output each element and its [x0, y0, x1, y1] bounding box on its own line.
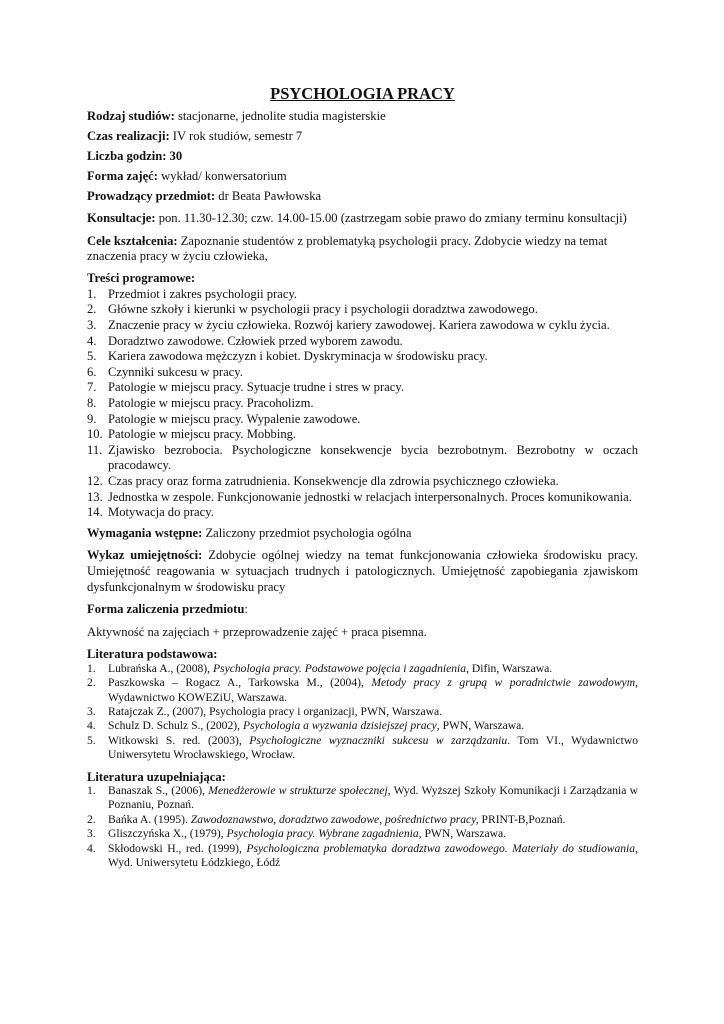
- field-label: Czas realizacji:: [87, 129, 170, 144]
- program-item-text: Patologie w miejscu pracy. Mobbing.: [108, 427, 297, 442]
- list-number: 2.: [87, 676, 96, 690]
- program-item: [87, 412, 638, 428]
- field-value: pon. 11.30-12.30; czw. 14.00-15.00 (zastrzegam sobie prawo do zmiany terminu konsultacji): [155, 211, 627, 226]
- citation-ital: Metody pracy z grupą w poradnictwie zawodowym: [371, 676, 636, 690]
- field-value: stacjonarne, jednolite studia magisterskie: [174, 109, 386, 123]
- program-item: [87, 474, 638, 490]
- program-item-text: Patologie w miejscu pracy. Pracoholizm.: [108, 396, 314, 410]
- program-section: [87, 271, 638, 521]
- field-study-type: [87, 109, 638, 125]
- list-number: 1.: [87, 661, 96, 675]
- list-number: 8.: [87, 396, 97, 410]
- program-item-text: Czas pracy oraz forma zatrudnienia. Konsekwencje dla zdrowia psychicznego człowieka.: [108, 473, 559, 488]
- list-number: 2.: [87, 812, 96, 826]
- field-label: Rodzaj studiów:: [87, 109, 175, 123]
- citation-pre: Banaszak S., (2006),: [108, 783, 209, 797]
- program-item: [87, 365, 638, 381]
- literature-item: [87, 676, 638, 705]
- program-item-text: Przedmiot i zakres psychologii pracy.: [108, 286, 298, 301]
- requirements-label: Wymagania wstępne:: [87, 525, 203, 540]
- citation-pre: Witkowski S. red. (2003),: [108, 733, 250, 747]
- field-goals: [87, 234, 638, 265]
- field-label: Prowadzący przedmiot:: [87, 189, 216, 204]
- citation-pre: Paszkowska – Rogacz A., Tarkowska M., (2004),: [108, 676, 372, 690]
- literature-item: [87, 719, 638, 733]
- program-item-text: Kariera zawodowa mężczyzn i kobiet. Dyskryminacja w środowisku pracy.: [108, 349, 488, 364]
- list-number: 5.: [87, 733, 96, 747]
- skills-label: Wykaz umiejętności:: [87, 548, 203, 563]
- literature-item: [87, 784, 638, 813]
- list-number: 3.: [87, 704, 96, 718]
- list-number: 5.: [87, 349, 97, 364]
- list-number: 2.: [87, 302, 97, 317]
- list-number: 12.: [87, 473, 103, 488]
- field-label: Konsultacje:: [87, 211, 156, 226]
- requirements: [87, 526, 638, 542]
- citation-ital: Psychologiczne wyznaczniki sukcesu w zarządzaniu: [249, 733, 508, 747]
- literature-item: [87, 813, 638, 827]
- assessment-colon: :: [244, 602, 248, 617]
- list-number: 11.: [87, 442, 103, 457]
- list-number: 13.: [87, 489, 103, 504]
- program-item: [87, 334, 638, 350]
- list-number: 4.: [87, 719, 96, 733]
- field-consultations: [87, 211, 638, 227]
- citation-pre: Lubrańska A., (2008),: [108, 661, 213, 675]
- program-item: [87, 287, 638, 303]
- literature-extra-heading: Literatura uzupełniająca:: [87, 769, 226, 784]
- citation-pre: Gliszczyńska X., (1979),: [108, 827, 227, 841]
- field-hours: [87, 149, 638, 165]
- program-item-text: Znaczenie pracy w życiu człowieka. Rozwój kariery zawodowej. Kariera zawodowa w cyklu życia.: [108, 318, 610, 333]
- field-value: Zapoznanie studentów z problematyką psychologii pracy. Zdobycie wiedzy na temat znaczenia pracy w życiu człowieka,: [87, 233, 608, 264]
- citation-pre: Schulz D. Schulz S., (2002),: [108, 719, 243, 733]
- list-number: 4.: [87, 841, 96, 855]
- literature-item: [87, 705, 638, 719]
- literature-item: [87, 842, 638, 871]
- program-item-text: Główne szkoły i kierunki w psychologii pracy i psychologii doradztwa zawodowego.: [108, 302, 538, 317]
- citation-post: . Tom VI., Wydawnictwo Uniwersytetu Wrocławskiego, Wrocław.: [108, 733, 638, 762]
- program-item-text: Patologie w miejscu pracy. Sytuacje trudne i stres w pracy.: [108, 380, 404, 395]
- field-form: [87, 169, 638, 185]
- syllabus-page: [87, 84, 638, 870]
- literature-extra: [87, 770, 638, 871]
- program-item: [87, 443, 638, 474]
- program-item-text: Zjawisko bezrobocia. Psychologiczne konsekwencje bycia bezrobotnym. Bezrobotny w oczach pracodawcy.: [108, 442, 638, 473]
- program-item: [87, 490, 638, 506]
- assessment-heading: [87, 602, 638, 618]
- program-item: [87, 505, 638, 521]
- skills-value: Zdobycie ogólnej wiedzy na temat funkcjonowania człowieka środowisku pracy. Umiejętność reagowania w sytuacjach trudnych i patologicznych. Umiejętność zapobiegania zjawiskom dysfunkcjonalnym w środowisku pracy: [87, 548, 638, 594]
- field-label: Forma zajęć:: [87, 169, 158, 184]
- list-number: 9.: [87, 411, 97, 426]
- citation-post: , PWN, Warszawa.: [436, 719, 525, 733]
- citation-post: , Wyd. Uniwersytetu Łódzkiego, Łódź: [108, 841, 638, 869]
- citation-pre: Ratajczak Z., (2007), Psychologia pracy i organizacji, PWN, Warszawa.: [108, 704, 443, 718]
- citation-pre: Bańka A. (1995).: [108, 812, 191, 826]
- field-label: Cele kształcenia:: [87, 233, 178, 248]
- citation-ital: Psychologiczna problematyka doradztwa zawodowego. Materiały do studiowania: [246, 841, 636, 855]
- program-heading: Treści programowe:: [87, 271, 196, 286]
- citation-post: , Wyd. Wyższej Szkoły Komunikacji i Zarządzania w Poznaniu, Poznań.: [108, 783, 639, 812]
- literature-item: [87, 662, 638, 676]
- program-item: [87, 380, 638, 396]
- requirements-value: Zaliczony przedmiot psychologia ogólna: [202, 525, 412, 540]
- list-number: 14.: [87, 505, 103, 520]
- list-number: 6.: [87, 364, 97, 379]
- skills: [87, 548, 638, 595]
- program-item-text: Doradztwo zawodowe. Człowiek przed wyborem zawodu.: [108, 333, 403, 348]
- list-number: 3.: [87, 827, 96, 841]
- field-value: IV rok studiów, semestr 7: [169, 129, 303, 144]
- citation-ital: Menedżerowie w strukturze społecznej: [208, 783, 388, 797]
- citation-post: PRINT-B,Poznań.: [478, 812, 566, 826]
- citation-post: , Difin, Warszawa.: [466, 661, 553, 675]
- citation-pre: Skłodowski H., red. (1999),: [108, 841, 247, 855]
- literature-basic-heading: Literatura podstawowa:: [87, 647, 218, 662]
- program-item: [87, 318, 638, 334]
- literature-item: [87, 734, 638, 763]
- program-list: [87, 287, 638, 521]
- field-label: Liczba godzin: 30: [87, 149, 183, 164]
- assessment-label: Forma zaliczenia przedmiotu: [87, 602, 245, 617]
- citation-ital: Psychologia a wyzwania dzisiejszej pracy: [242, 719, 437, 733]
- citation-post: , Wydawnictwo KOWEZiU, Warszawa.: [108, 676, 638, 704]
- citation-ital: Psychologia pracy. Podstawowe pojęcia i zagadnienia: [212, 661, 467, 675]
- citation-ital: Psychologia pracy. Wybrane zagadnienia: [226, 827, 419, 841]
- field-value: dr Beata Pawłowska: [215, 189, 322, 204]
- program-item: [87, 396, 638, 412]
- field-lecturer: [87, 189, 638, 205]
- citation-ital: Zawodoznawstwo, doradztwo zawodowe, pośrednictwo pracy,: [190, 812, 479, 826]
- program-item-text: Motywacja do pracy.: [108, 505, 214, 520]
- field-value: wykład/ konwersatorium: [157, 169, 287, 184]
- list-number: 1.: [87, 783, 96, 797]
- literature-basic: [87, 647, 638, 762]
- program-item-text: Patologie w miejscu pracy. Wypalenie zawodowe.: [108, 411, 361, 426]
- field-duration: [87, 129, 638, 145]
- citation-post: , PWN, Warszawa.: [418, 827, 507, 841]
- program-item: [87, 349, 638, 365]
- literature-basic-list: [87, 662, 638, 763]
- literature-extra-list: [87, 784, 638, 870]
- list-number: 7.: [87, 380, 97, 395]
- literature-item: [87, 827, 638, 841]
- program-item-text: Czynniki sukcesu w pracy.: [108, 364, 243, 379]
- program-item-text: Jednostka w zespole. Funkcjonowanie jednostki w relacjach interpersonalnych. Proces komunikowania.: [108, 489, 632, 504]
- list-number: 4.: [87, 333, 97, 348]
- list-number: 3.: [87, 318, 97, 333]
- page-title: PSYCHOLOGIA PRACY: [270, 84, 455, 103]
- program-item: [87, 302, 638, 318]
- list-number: 10.: [87, 427, 103, 442]
- assessment-value: Aktywność na zajęciach + przeprowadzenie zajęć + praca pisemna.: [87, 624, 427, 639]
- program-item: [87, 427, 638, 443]
- list-number: 1.: [87, 286, 97, 301]
